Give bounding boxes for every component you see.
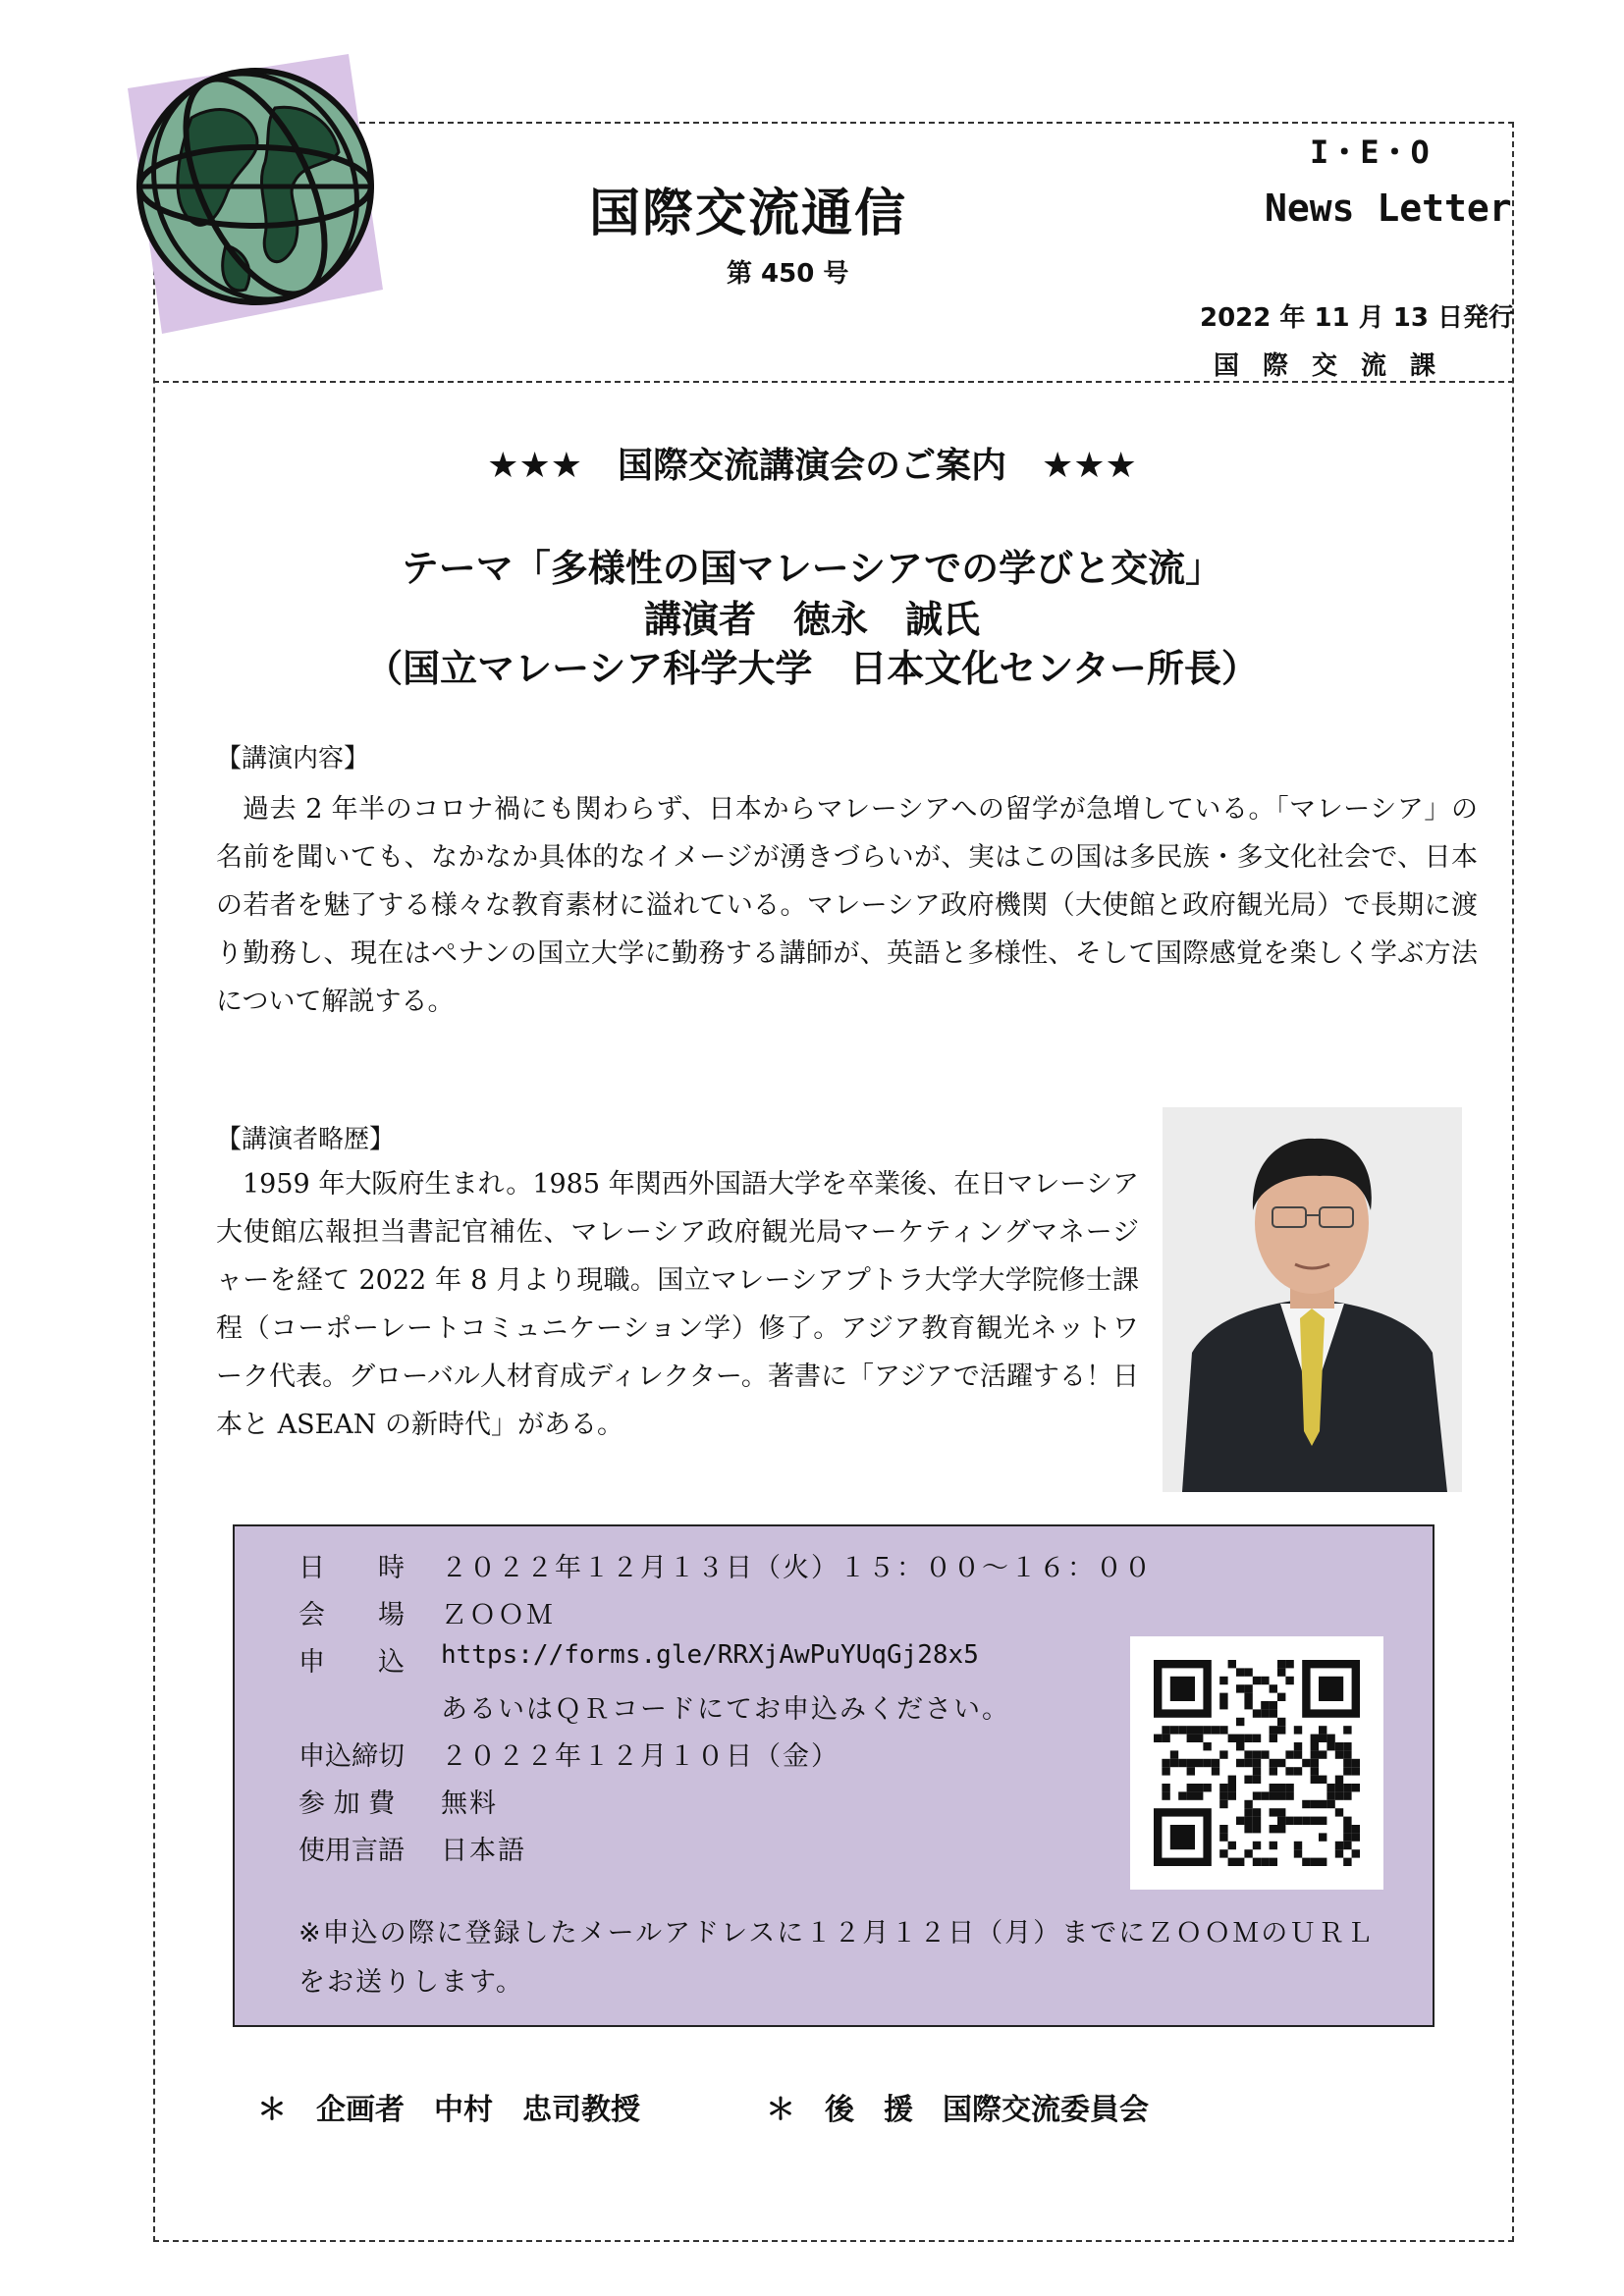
lecture-theme: テーマ「多様性の国マレーシアでの学びと交流」 [401,547,1223,590]
language-value: 日本語 [441,1836,526,1866]
fee-value: 無料 [441,1789,498,1819]
datetime-value: ２０２２年１２月１３日（火）１５：００～１６：００ [441,1553,1153,1583]
deadline-label: 申込締切 [298,1741,405,1772]
registration-note: ※申込の際に登録したメールアドレスに１２月１２日（月）までにＺＯＯＭのＵＲＬをお送りします。 [298,1918,1376,1998]
newsletter-label: News Letter [1265,187,1512,230]
datetime-label: 日 時 [298,1553,405,1583]
fee-label: 参 加 費 [298,1789,396,1819]
footer-organizer: ＊ 企画者 中村 忠司教授 [257,2093,640,2127]
issue-number: 第 450 号 [727,259,849,289]
lecture-speaker: 講演者 徳永 誠氏 [643,598,980,641]
department-name: 国際交流課 [1214,351,1460,381]
content-heading: 【講演内容】 [216,744,370,774]
apply-note: あるいはＱＲコードにてお申込みください。 [441,1694,1010,1725]
publication-date: 2022 年 11 月 13 日発行 [1200,303,1514,333]
deadline-value: ２０２２年１２月１０日（金） [441,1741,839,1772]
event-info-box [233,1524,1435,2027]
apply-label: 申 込 [298,1647,405,1678]
speaker-affiliation: （国立マレーシア科学大学 日本文化センター所長） [365,647,1259,690]
announcement-heading: ★★★ 国際交流講演会のご案内 ★★★ [487,446,1137,486]
apply-url-link[interactable]: https://forms.gle/RRXjAwPuYUqGj28x5 [441,1640,979,1670]
bio-heading: 【講演者略歴】 [216,1125,396,1154]
qr-code-icon[interactable] [1130,1636,1383,1890]
venue-value: ＺＯＯＭ [441,1600,555,1630]
bio-text: 1959 年大阪府生まれ。1985 年関西外国語大学を卒業後、在日マレーシア大使館広報担当書記官補佐、マレーシア政府観光局マーケティングマネージャーを経て 2022 年 8 月より現職。国立マレーシアプトラ大学大学院修士課程（コーポーレートコミュニケーション学）修了。アジア教育観光ネットワーク代表。グローバル人材育成ディレクター。著書に「アジアで活躍する！日本と ASEAN の新時代」がある。 [216,1169,1139,1440]
ieo-label: I・E・O [1310,133,1430,171]
speaker-photo [1163,1107,1462,1492]
globe-logo [108,49,403,353]
language-label: 使用言語 [298,1836,405,1866]
venue-label: 会 場 [298,1600,405,1630]
newsletter-title: 国際交流通信 [589,185,908,243]
content-text: 過去 2 年半のコロナ禍にも関わらず、日本からマレーシアへの留学が急増している。「マレーシア」の名前を聞いても、なかなか具体的なイメージが湧きづらいが、実はこの国は多民族・多文化社会で、日本の若者を魅了する様々な教育素材に溢れている。マレーシア政府機関（大使館と政府観光局）で長期に渡り勤務し、現在はペナンの国立大学に勤務する講師が、英語と多様性、そして国際感覚を楽しく学ぶ方法について解説する。 [216,794,1478,1017]
footer-support: ＊ 後 援 国際交流委員会 [766,2093,1149,2127]
